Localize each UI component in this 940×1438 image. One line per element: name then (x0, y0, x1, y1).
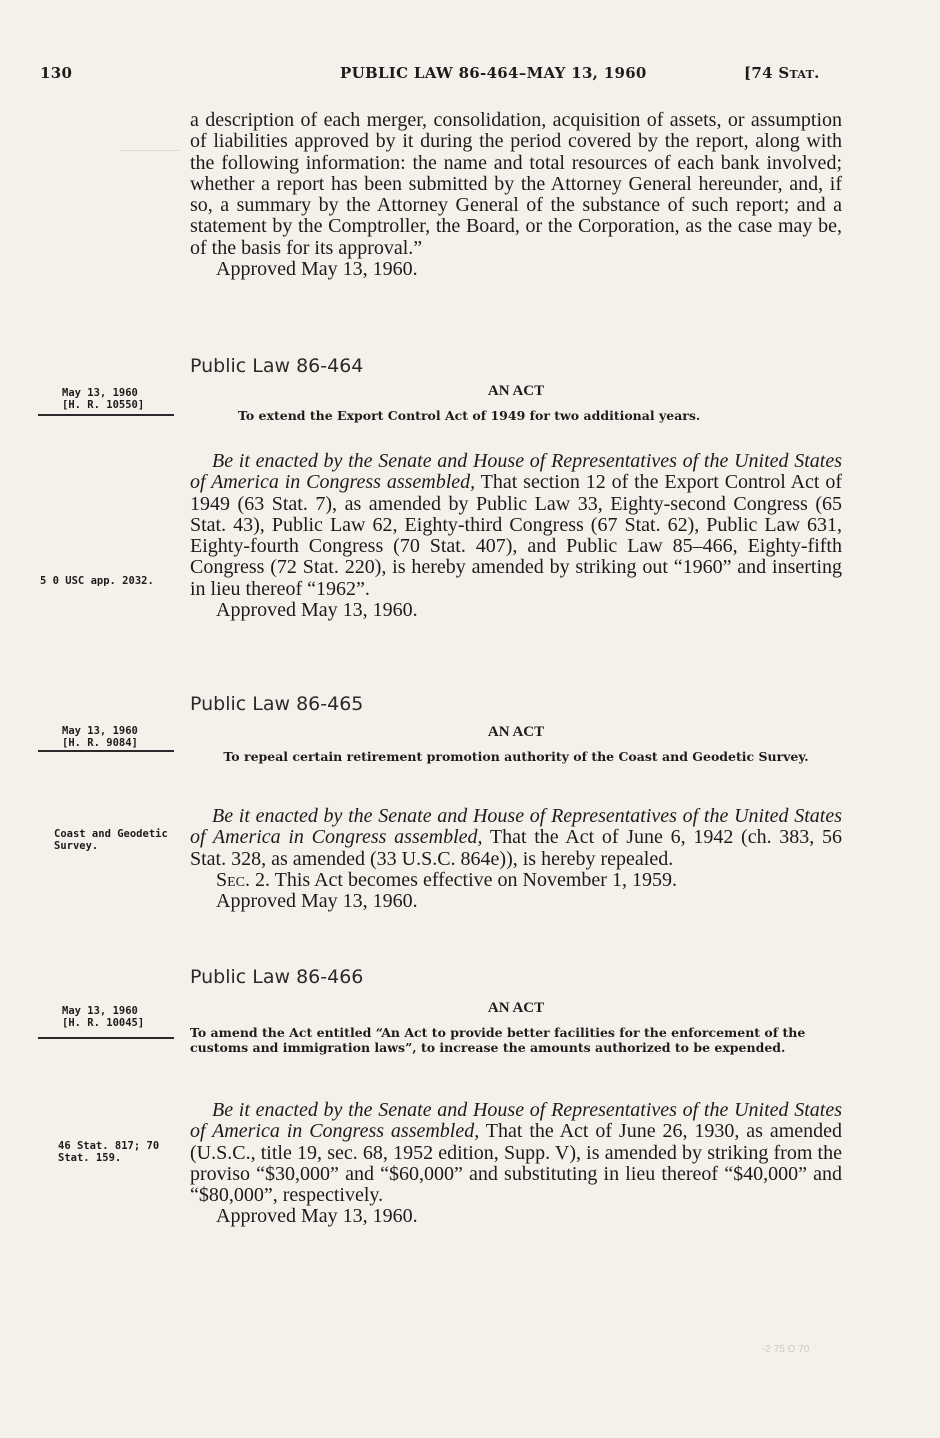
enacting-clause: Be it enacted by the Senate and House of Representatives of the United States of America in Congress assembled, (190, 805, 842, 849)
law-464-text (190, 451, 842, 621)
subject-margin-note: Coast and Geodetic Survey. (54, 828, 168, 852)
an-act-label: AN ACT (487, 383, 545, 399)
carryover-text: a description of each merger, consolidation, acquisition of assets, or assumption of liabilities approved by it during the period covered by the report, along with the following information: the name and total resources of each bank involved; whether a report has been submitted by the Attorney General hereunder, and, if so, a summary by the Attorney General of the substance of such report; and a statement by the Comptroller, the Board, or the Corporation, as the case may be, of the basis for its approval.” (190, 109, 842, 259)
volume-reference: [74 Stat. (744, 64, 820, 82)
bill-number: [H. R. 10550] (62, 399, 145, 411)
approved-line: Approved May 13, 1960. (216, 890, 418, 913)
an-act-label: AN ACT (487, 724, 545, 740)
act-purpose: To repeal certain retirement promotion authority of the Coast and Geodetic Survey. (223, 749, 809, 764)
enacting-clause: Be it enacted by the Senate and House of Representatives of the United States of America in Congress assembled, (190, 1099, 842, 1143)
page-number: 130 (40, 64, 73, 82)
bill-number: [H. R. 9084] (62, 737, 138, 749)
margin-rule (38, 750, 174, 752)
law-heading: Public Law 86-466 (190, 966, 364, 988)
section-label: Sec. 2. (216, 868, 271, 891)
enactment-date: May 13, 1960 (62, 1005, 138, 1017)
bill-number: [H. R. 10045] (62, 1017, 145, 1029)
act-purpose: To extend the Export Control Act of 1949 for two additional years. (238, 408, 701, 423)
act-purpose: To amend the Act entitled “An Act to provide better facilities for the enforcement of the customs and immigration laws”, to increase the amounts authorized to be expended. (190, 1025, 806, 1055)
enactment-date: May 13, 1960 (62, 387, 138, 399)
law-466-text (190, 1100, 842, 1228)
margin-rule (38, 1037, 174, 1039)
enactment-date: May 13, 1960 (62, 725, 138, 737)
statute-citation-note: 46 Stat. 817; 70 Stat. 159. (58, 1140, 160, 1164)
approved-line: Approved May 13, 1960. (216, 599, 418, 622)
bleed-through-mark (40, 250, 180, 340)
statute-citation-note: 5 0 USC app. 2032. (40, 575, 154, 587)
act-body: That the Act of June 6, 1942 (ch. 383, 56 Stat. 328, as amended (33 U.S.C. 864e)), is hereby repealed. (190, 826, 843, 870)
printer-mark: -2 75 O 70 (762, 1344, 810, 1355)
approved-line: Approved May 13, 1960. (216, 1205, 418, 1228)
act-body: That the Act of June 26, 1930, as amended (U.S.C., title 19, sec. 68, 1952 edition, Supp. V), is amended by striking from the proviso “$30,000” and “$60,000” and substituting in lieu thereof “$40,000” and “$80,000”, respectively. (190, 1120, 843, 1207)
section-text: This Act becomes effective on November 1, 1959. (274, 868, 677, 891)
running-title: PUBLIC LAW 86-464–MAY 13, 1960 (340, 64, 647, 82)
margin-rule (38, 414, 174, 416)
enacting-clause: Be it enacted by the Senate and House of Representatives of the United States of America in Congress assembled, (190, 450, 842, 494)
law-465-text (190, 806, 842, 912)
law-heading: Public Law 86-465 (190, 693, 364, 715)
an-act-label: AN ACT (487, 1000, 545, 1016)
bleed-through-mark (120, 150, 180, 181)
act-body: That section 12 of the Export Control Act of 1949 (63 Stat. 7), as amended by Public Law 33, Eighty-second Congress (65 Stat. 43), Public Law 62, Eighty-third Congress (67 Stat. 62), Public Law 631, Eighty-fourth Congress (70 Stat. 407), and Public Law 85–466, Eighty-fifth Congress (72 Stat. 220), is hereby amended by striking out “1960” and inserting in lieu thereof “1962”. (190, 471, 843, 600)
law-heading: Public Law 86-464 (190, 355, 364, 377)
carryover-section (190, 110, 842, 280)
approved-line: Approved May 13, 1960. (216, 258, 418, 281)
